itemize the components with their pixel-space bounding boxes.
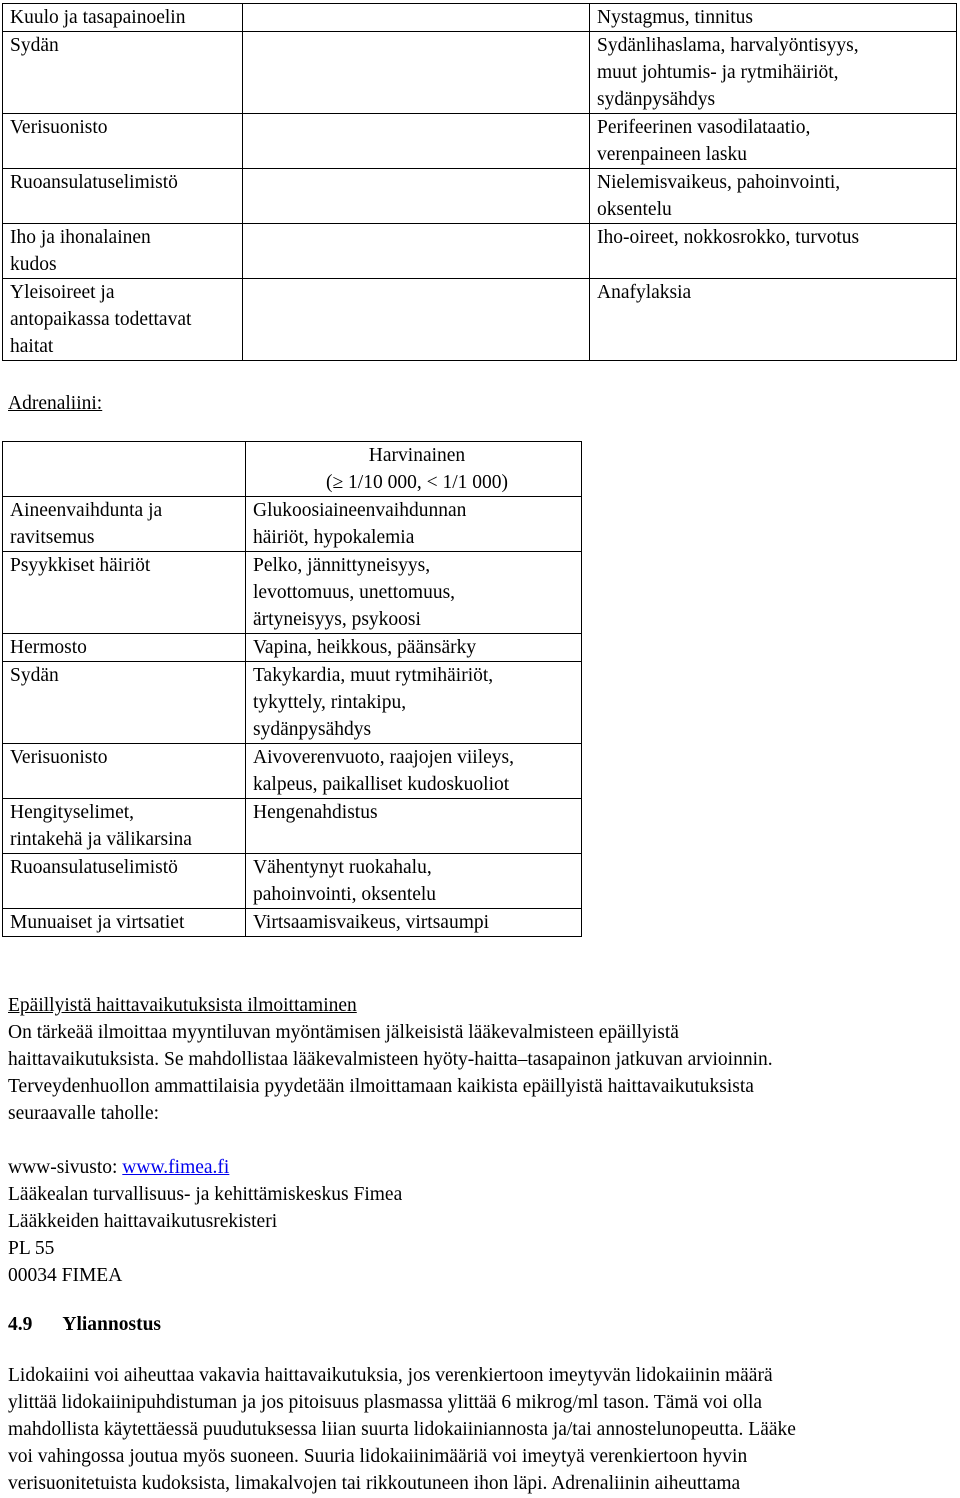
table-row	[3, 4, 957, 32]
effect-cell: Vapina, heikkous, päänsärky	[246, 634, 582, 662]
table-row	[3, 799, 582, 854]
table-row	[3, 662, 582, 744]
organ-cell: Verisuonisto	[3, 744, 246, 799]
organ-cell: Ruoansulatuselimistö	[3, 169, 243, 224]
organ-cell: Aineenvaihdunta ja ravitsemus	[3, 497, 246, 552]
empty-cell	[243, 279, 590, 361]
empty-header-cell	[3, 442, 246, 497]
table-header-row	[3, 442, 582, 497]
organ-cell: Psyykkiset häiriöt	[3, 552, 246, 634]
organ-cell: Ruoansulatuselimistö	[3, 854, 246, 909]
table-row	[3, 114, 957, 169]
organ-cell: Kuulo ja tasapainoelin	[3, 4, 243, 32]
adverse-effects-table-2	[2, 441, 582, 937]
empty-cell	[243, 114, 590, 169]
effect-cell: Pelko, jännittyneisyys, levottomuus, unettomuus, ärtyneisyys, psykoosi	[246, 552, 582, 634]
empty-cell	[243, 224, 590, 279]
table-row	[3, 744, 582, 799]
section-body: Lidokaiini voi aiheuttaa vakavia haittavaikutuksia, jos verenkiertoon imeytyvän lidokaiinin määrä ylittää lidokaiinipuhdistuman ja jos pitoisuus plasmassa ylittää 6 mikrog/ml tason. Tämä voi olla mahdollista käytettäessä puudutuksessa liian suurta lidokaiiniannosta ja/tai annostelunopeutta. Lääke voi vahingossa joutua myös suoneen. Suuria lidokaiinimääriä voi imeytyä verenkiertoon hyvin verisuonitetuista kudoksista, limakalvojen tai rikkoutuneen ihon läpi. Adrenaliinin aiheuttama	[8, 1365, 796, 1494]
table-row	[3, 909, 582, 937]
organ-cell: Verisuonisto	[3, 114, 243, 169]
address-line: PL 55	[8, 1238, 55, 1259]
effect-cell: Vähentynyt ruokahalu, pahoinvointi, oksentelu	[246, 854, 582, 909]
effect-cell: Glukoosiaineenvaihdunnan häiriöt, hypokalemia	[246, 497, 582, 552]
table-row	[3, 634, 582, 662]
effect-cell: Nystagmus, tinnitus	[590, 4, 957, 32]
section-heading	[8, 1311, 161, 1338]
effect-cell: Aivoverenvuoto, raajojen viileys, kalpeus, paikalliset kudoskuoliot	[246, 744, 582, 799]
adrenaliini-label: Adrenaliini:	[8, 393, 103, 414]
address-line: 00034 FIMEA	[8, 1265, 123, 1286]
adverse-effects-table-1	[2, 3, 957, 361]
reporting-title: Epäillyistä haittavaikutuksista ilmoittaminen	[8, 995, 357, 1016]
organ-cell: Hermosto	[3, 634, 246, 662]
organ-cell: Iho ja ihonalainen kudos	[3, 224, 243, 279]
effect-cell: Anafylaksia	[590, 279, 957, 361]
frequency-range: (≥ 1/10 000, < 1/1 000)	[325, 472, 509, 493]
section-number: 4.9	[8, 1314, 33, 1335]
effect-cell: Virtsaamisvaikeus, virtsaumpi	[246, 909, 582, 937]
organ-cell: Hengityselimet, rintakehä ja välikarsina	[3, 799, 246, 854]
empty-cell	[243, 32, 590, 114]
website-prefix: www-sivusto:	[8, 1157, 123, 1178]
table-row	[3, 224, 957, 279]
effect-cell: Perifeerinen vasodilataatio, verenpaineen lasku	[590, 114, 957, 169]
effect-cell: Iho-oireet, nokkosrokko, turvotus	[590, 224, 957, 279]
table-row	[3, 854, 582, 909]
website-line	[8, 1154, 229, 1181]
table-row	[3, 169, 957, 224]
address-line: Lääkealan turvallisuus- ja kehittämiskeskus Fimea	[8, 1184, 403, 1205]
table-row	[3, 552, 582, 634]
organ-cell: Munuaiset ja virtsatiet	[3, 909, 246, 937]
organ-cell: Sydän	[3, 662, 246, 744]
effect-cell: Sydänlihaslama, harvalyöntisyys, muut johtumis- ja rytmihäiriöt, sydänpysähdys	[590, 32, 957, 114]
effect-cell: Nielemisvaikeus, pahoinvointi, oksentelu	[590, 169, 957, 224]
fimea-link[interactable]: www.fimea.fi	[122, 1157, 230, 1178]
effect-cell: Takykardia, muut rytmihäiriöt, tykyttely, rintakipu, sydänpysähdys	[246, 662, 582, 744]
reporting-body: On tärkeää ilmoittaa myyntiluvan myöntämisen jälkeisistä lääkevalmisteen epäillyistä haittavaikutuksista. Se mahdollistaa lääkevalmisteen hyöty-haitta–tasapainon jatkuvan arvioinnin. Terveydenhuollon ammattilaisia pyydetään ilmoittamaan kaikista epäillyistä haittavaikutuksista seuraavalle taholle:	[8, 1022, 773, 1124]
address-line: Lääkkeiden haittavaikutusrekisteri	[8, 1211, 278, 1232]
empty-cell	[243, 169, 590, 224]
empty-cell	[243, 4, 590, 32]
table-row	[3, 497, 582, 552]
organ-cell: Yleisoireet ja antopaikassa todettavat haitat	[3, 279, 243, 361]
frequency-header	[246, 442, 582, 497]
organ-cell: Sydän	[3, 32, 243, 114]
effect-cell: Hengenahdistus	[246, 799, 582, 854]
frequency-label: Harvinainen	[368, 445, 466, 466]
section-title: Yliannostus	[62, 1314, 161, 1335]
table-row	[3, 279, 957, 361]
table-row	[3, 32, 957, 114]
